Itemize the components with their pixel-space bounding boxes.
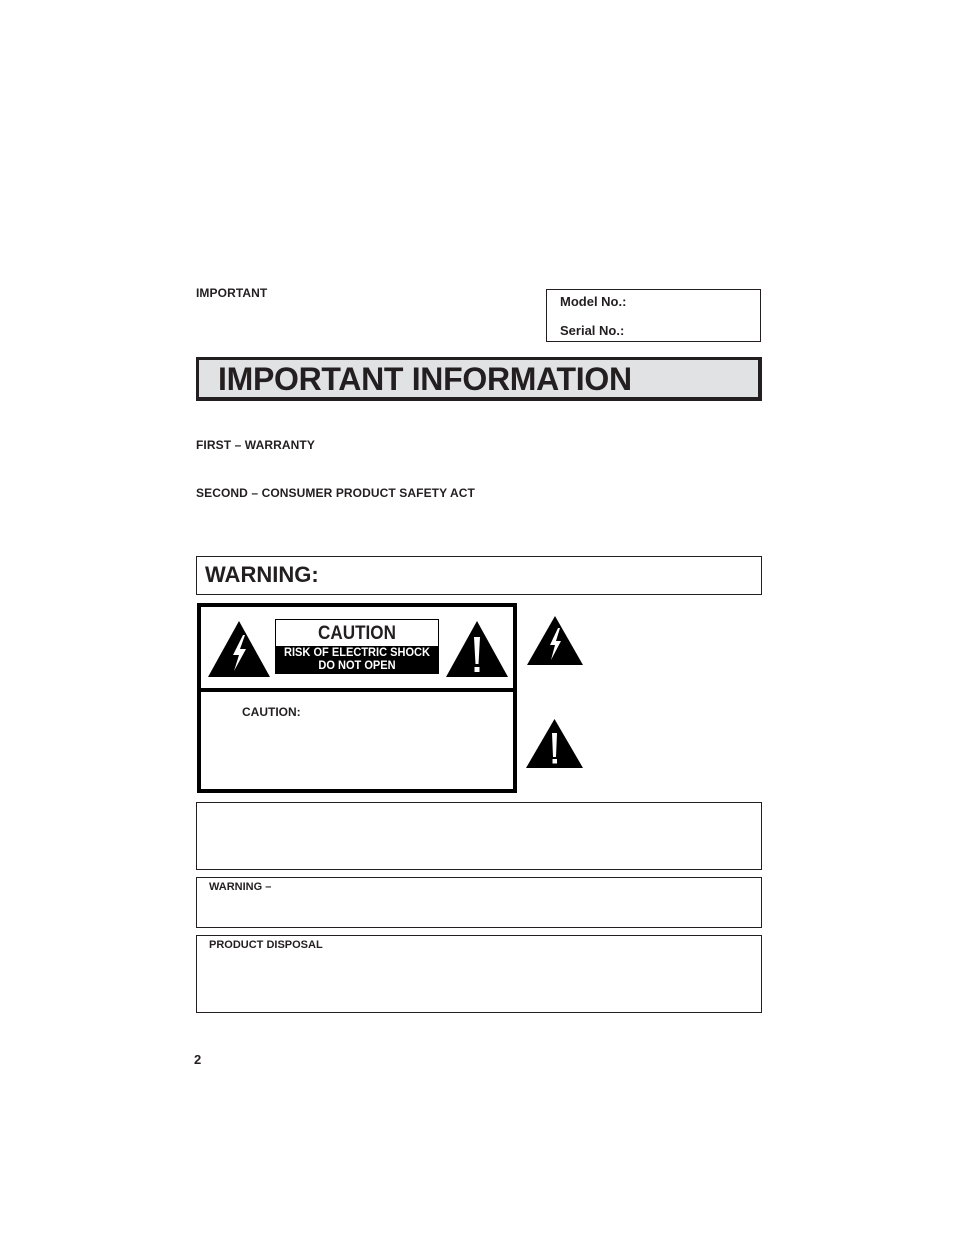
section-heading-consumer-safety: SECOND – CONSUMER PRODUCT SAFETY ACT (196, 486, 475, 500)
serial-number-label: Serial No.: (560, 323, 625, 338)
lightning-triangle-icon (526, 615, 584, 667)
product-disposal-label: PRODUCT DISPOSAL (209, 939, 323, 951)
model-serial-box (546, 289, 761, 342)
exclamation-triangle-icon (525, 718, 584, 770)
exclamation-triangle-icon (444, 619, 510, 679)
caution-divider (201, 688, 513, 692)
caution-inner-label: CAUTION: (242, 705, 301, 719)
warning-box (196, 556, 762, 595)
caution-panel (197, 603, 517, 793)
risk-line-1: RISK OF ELECTRIC SHOCK (284, 645, 430, 659)
warning-notice-label: WARNING – (209, 881, 272, 893)
risk-of-shock-label (276, 646, 438, 673)
important-label: IMPORTANT (196, 286, 268, 300)
product-disposal-box (196, 935, 762, 1013)
banner-title: IMPORTANT INFORMATION (218, 361, 632, 397)
page-number: 2 (194, 1052, 202, 1067)
lightning-triangle-icon (206, 619, 272, 679)
warning-notice-box (196, 877, 762, 928)
caution-word: CAUTION (318, 623, 396, 644)
risk-line-2: DO NOT OPEN (318, 658, 396, 672)
model-number-label: Model No.: (560, 294, 627, 309)
notice-box (196, 802, 762, 870)
warning-title: WARNING: (205, 562, 319, 587)
caution-label (275, 619, 439, 674)
section-heading-warranty: FIRST – WARRANTY (196, 438, 315, 452)
important-information-banner (196, 357, 762, 401)
